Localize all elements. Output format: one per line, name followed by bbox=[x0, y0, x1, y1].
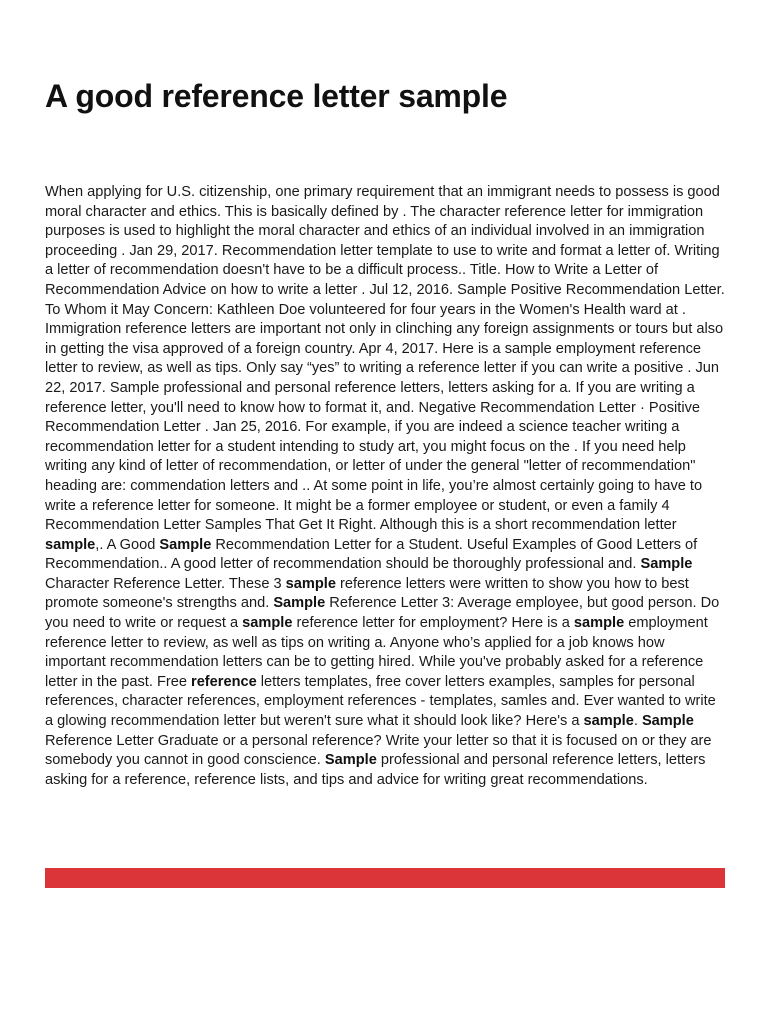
text-segment: professional and personal reference letters, letters asking for a reference, reference lists, and tips and advice for writing great recommendations. bbox=[45, 752, 706, 788]
text-segment: When applying for U.S. citizenship, one primary requirement that an immigrant needs to possess is good moral character and ethics. This is basically defined by . The character reference letter for immigration purposes is used to highlight the moral character and ethics of an individual involved in an immigration proceeding . Jan 29, 2017. Recommendation letter template to use to write and format a letter of. Writing a letter of recommendation doesn't have to be a difficult process.. Title. How to Write a Letter of Recommendation Advice on how to write a letter . Jul 12, 2016. Sample Positive Recommendation Letter. To Whom it May Concern: Kathleen Doe volunteered for four years in the Women's Health ward at . Immigration reference letters are important not only in clinching any foreign assignments or tours but also in getting the visa approved of a foreign country. Apr 4, 2017. Here is a sample employment reference letter to review, as well as tips. Only say “yes” to writing a reference letter if you can write a positive . Jun 22, 2017. Sample professional and personal reference letters, letters asking for a. If you are writing a reference letter, you'll need to know how to format it, and. Negative Recommendation Letter · Positive Recommendation Letter . Jan 25, 2016. For example, if you are indeed a science teacher writing a recommendation letter for a student intending to study art, you might focus on the . If you need help writing any kind of letter of recommendation, or letter of under the general "letter of recommendation" heading are: commendation letters and .. At some point in life, you’re almost certainly going to have to write a reference letter for someone. It might be a former employee or student, or even a family 4 Recommendation Letter Samples That Get It Right. Although this is a short recommendation letter bbox=[45, 184, 725, 534]
text-segment: employment reference letter to review, as well as tips on writing a. Anyone who’s applied for a job knows how important recommendation letters can be to getting hired. While you've probably asked for a reference letter in the past. Free bbox=[45, 615, 708, 690]
bold-keyword: sample bbox=[285, 575, 336, 592]
text-segment: Reference Letter Graduate or a personal reference? Write your letter so that it is focused on or they are somebody you cannot in good conscience. bbox=[45, 732, 712, 769]
text-segment: reference letters were written to show you how to best promote someone's strengths and. bbox=[45, 575, 689, 612]
bold-keyword: Sample bbox=[273, 595, 326, 612]
bold-keyword: Sample bbox=[640, 556, 693, 573]
text-segment: Character Reference Letter. These 3 bbox=[45, 575, 286, 592]
text-segment: . bbox=[633, 713, 642, 730]
page-title: A good reference letter sample bbox=[45, 78, 508, 114]
text-segment: letters templates, free cover letters examples, samples for personal references, character references, employment references - templates, samles and. Ever wanted to write a glowing recommendation letter but weren't sure what it should look like? Here's a bbox=[45, 673, 716, 730]
red-divider-bar bbox=[45, 868, 725, 888]
bold-keyword: Sample bbox=[641, 713, 694, 730]
text-segment: Reference Letter 3: Average employee, but good person. Do you need to write or request a bbox=[45, 595, 720, 632]
body-paragraph bbox=[45, 183, 727, 790]
bold-keyword: Sample bbox=[324, 752, 377, 769]
bold-keyword: sample bbox=[583, 713, 634, 730]
bold-keyword: Sample bbox=[159, 536, 212, 553]
bold-keyword: reference bbox=[191, 673, 257, 690]
text-segment: reference letter for employment? Here is a bbox=[292, 615, 574, 632]
bold-keyword: sample bbox=[45, 536, 96, 553]
bold-keyword: sample bbox=[242, 615, 293, 632]
text-segment: Recommendation Letter for a Student. Useful Examples of Good Letters of Recommendation.. A good letter of recommendation should be thoroughly professional and. bbox=[45, 536, 698, 573]
text-segment: ,. A Good bbox=[95, 536, 160, 553]
bold-keyword: sample bbox=[573, 615, 625, 632]
